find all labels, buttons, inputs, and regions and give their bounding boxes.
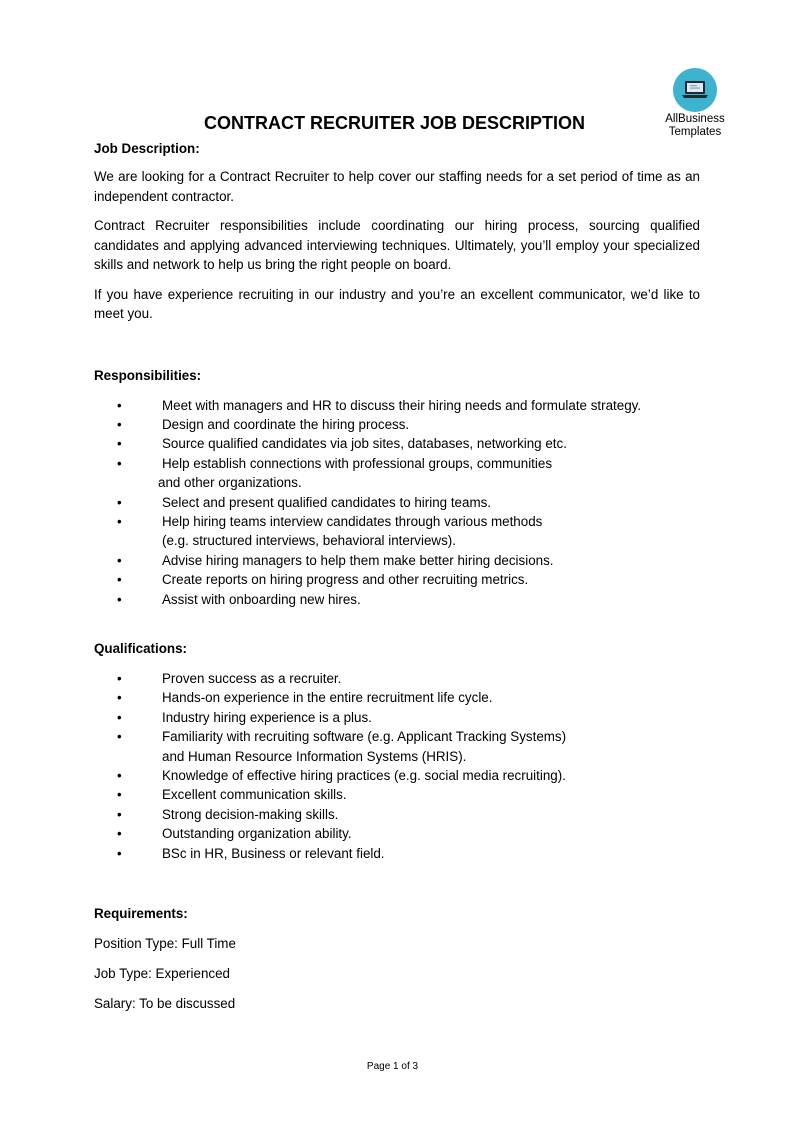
bullet: •	[117, 709, 122, 725]
list-item-continuation: and other organizations.	[158, 475, 302, 491]
list-item	[94, 669, 700, 688]
responsibilities-list	[94, 396, 700, 609]
list-item-text: Assist with onboarding new hires.	[162, 591, 361, 607]
list-item	[94, 824, 700, 843]
bullet: •	[117, 845, 122, 861]
job-description-section	[94, 139, 700, 324]
list-item-text: Proven success as a recruiter.	[162, 670, 342, 686]
bullet: •	[117, 513, 122, 529]
list-item	[94, 551, 700, 570]
logo-line-2: Templates	[668, 126, 722, 138]
list-item-text: Industry hiring experience is a plus.	[162, 709, 372, 725]
salary: Salary: To be discussed	[94, 996, 236, 1012]
list-item-text: Help establish connections with professional groups, communities	[162, 455, 553, 471]
job-description-paragraph-3: If you have experience recruiting in our industry and you’re an excellent communicator, we’d like to meet you.	[94, 286, 700, 321]
list-item	[94, 454, 700, 493]
list-item	[94, 396, 700, 415]
bullet: •	[117, 729, 122, 745]
responsibilities-heading: Responsibilities:	[94, 367, 202, 383]
bullet: •	[117, 397, 122, 413]
list-item-text: Advise hiring managers to help them make better hiring decisions.	[162, 552, 554, 568]
list-item	[94, 844, 700, 863]
list-item-continuation: and Human Resource Information Systems (HRIS).	[162, 748, 467, 764]
bullet: •	[117, 826, 122, 842]
list-item	[94, 766, 700, 785]
page-number: Page 1 of 3	[366, 1061, 419, 1072]
bullet: •	[117, 455, 122, 471]
bullet: •	[117, 768, 122, 783]
list-item	[94, 805, 700, 824]
list-item	[94, 493, 700, 512]
bullet: •	[117, 591, 122, 607]
bullet: •	[117, 787, 122, 803]
list-item-text: Design and coordinate the hiring process.	[162, 416, 410, 432]
laptop-icon	[682, 79, 708, 101]
document-title: CONTRACT RECRUITER JOB DESCRIPTION	[203, 113, 585, 133]
bullet: •	[117, 806, 122, 822]
list-item	[94, 415, 700, 434]
list-item	[94, 785, 700, 804]
qualifications-heading: Qualifications:	[94, 640, 188, 656]
job-description-paragraph-2: Contract Recruiter responsibilities include coordinating our hiring process, sourcing qualified candidates and applying advanced interviewing techniques. Ultimately, you’ll employ your specialized skills and network to help us bring the right people on board.	[94, 218, 700, 272]
qualifications-section	[94, 639, 700, 863]
list-item-text: Strong decision-making skills.	[162, 806, 339, 822]
list-item-text: Knowledge of effective hiring practices (e.g. social media recruiting).	[162, 768, 566, 783]
list-item	[94, 688, 700, 707]
list-item-text: Meet with managers and HR to discuss their hiring needs and formulate strategy.	[162, 397, 642, 413]
list-item	[94, 570, 700, 589]
list-item-continuation: (e.g. structured interviews, behavioral interviews).	[162, 533, 456, 549]
logo-line-1: AllBusiness	[665, 113, 725, 125]
bullet: •	[117, 494, 122, 510]
list-item	[94, 512, 700, 551]
responsibilities-section	[94, 366, 700, 609]
logo-badge	[673, 68, 717, 112]
bullet: •	[117, 670, 122, 686]
list-item-text: Create reports on hiring progress and other recruiting metrics.	[162, 572, 529, 588]
list-item	[94, 434, 700, 453]
list-item-text: Familiarity with recruiting software (e.g. Applicant Tracking Systems)	[162, 729, 567, 745]
requirements-heading: Requirements:	[94, 906, 188, 922]
bullet: •	[117, 690, 122, 706]
document-body	[94, 139, 700, 1013]
requirements-section	[94, 904, 700, 1013]
list-item-text: Source qualified candidates via job sites, databases, networking etc.	[162, 436, 567, 452]
list-item-text: Hands-on experience in the entire recruitment life cycle.	[162, 690, 493, 706]
qualifications-list	[94, 669, 700, 863]
job-description-paragraph-1: We are looking for a Contract Recruiter to help cover our staffing needs for a set period of time as an independent contractor.	[94, 169, 700, 204]
job-type: Job Type: Experienced	[94, 966, 230, 982]
bullet: •	[117, 416, 122, 432]
list-item	[94, 590, 700, 609]
list-item	[94, 708, 700, 727]
list-item-text: Help hiring teams interview candidates through various methods	[162, 513, 543, 529]
bullet: •	[117, 552, 122, 568]
list-item	[94, 727, 700, 766]
job-description-heading: Job Description:	[94, 141, 200, 156]
list-item-text: Outstanding organization ability.	[162, 826, 352, 842]
bullet: •	[117, 572, 122, 588]
list-item-text: Excellent communication skills.	[162, 787, 347, 803]
position-type: Position Type: Full Time	[94, 936, 236, 952]
list-item-text: BSc in HR, Business or relevant field.	[162, 845, 385, 861]
list-item-text: Select and present qualified candidates to hiring teams.	[162, 494, 492, 510]
bullet: •	[117, 436, 122, 452]
